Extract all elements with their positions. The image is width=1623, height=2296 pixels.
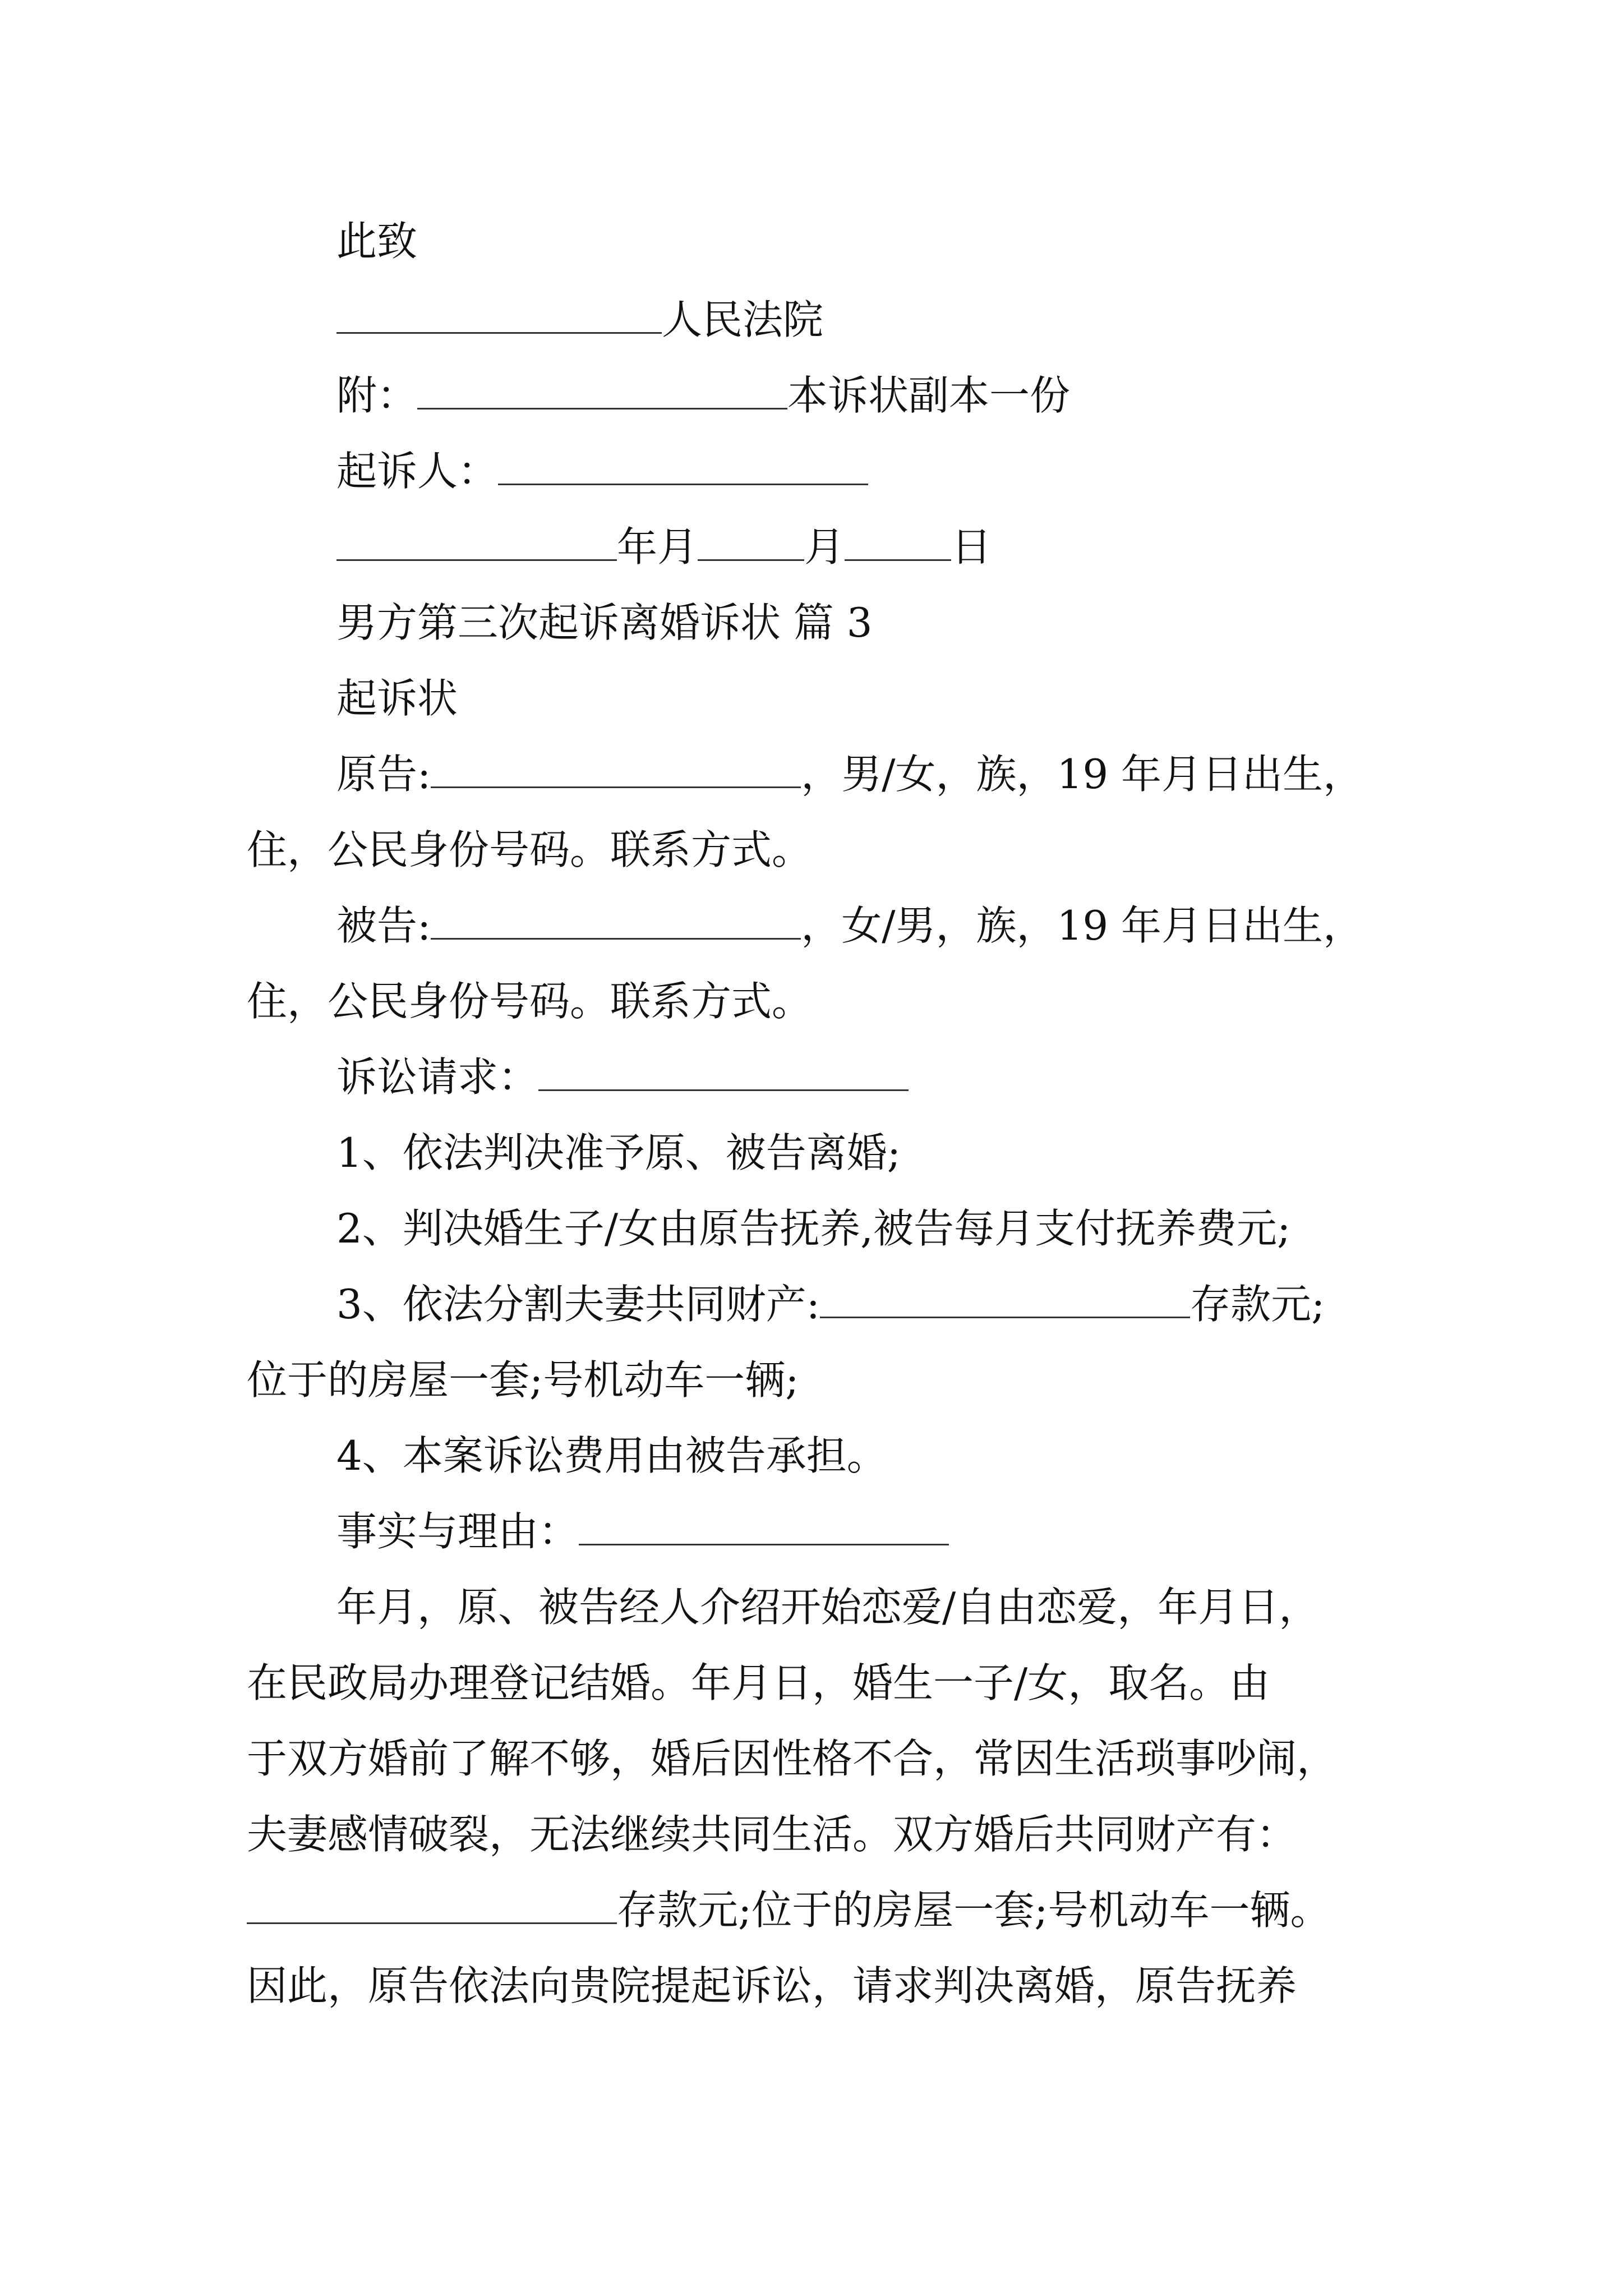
blank-facts: [579, 1507, 949, 1545]
blank-month: [698, 522, 804, 561]
court-line: [336, 292, 823, 348]
blank-plaintiff: [431, 749, 801, 788]
defendant-details: ，女/男，族，19 年月日出生，: [801, 902, 1364, 949]
facts-heading: [336, 1503, 949, 1559]
plaintiff-label: 原告:: [336, 751, 431, 798]
attachment-text: 本诉状副本一份: [787, 372, 1071, 419]
plaintiff-sign-line: [336, 443, 868, 499]
date-day-label: 日: [951, 523, 992, 570]
facts-para-line-3: [247, 1731, 1337, 1787]
claim-item-3-cont-text: 位于的房屋一套;号机动车一辆;: [247, 1356, 799, 1404]
facts-text-4: 夫妻感情破裂，无法继续共同生活。双方婚后共同财产有：: [247, 1811, 1297, 1858]
claim-item-3: [336, 1276, 1325, 1332]
plaintiff-sign-label: 起诉人：: [336, 448, 499, 495]
facts-text-2: 在民政局办理登记结婚。年月日，婚生一子/女，取名。由: [247, 1659, 1270, 1706]
document-title-text: 起诉状: [336, 675, 458, 722]
defendant-line: [336, 898, 1363, 954]
plaintiff-details-cont: 住，公民身份号码。联系方式。: [247, 826, 813, 873]
facts-para-line-2: [247, 1655, 1270, 1711]
plaintiff-details: ，男/女，族，19 年月日出生，: [801, 751, 1364, 798]
claim-item-4-text: 4、本案诉讼费用由被告承担。: [336, 1432, 887, 1479]
facts-heading-text: 事实与理由：: [336, 1508, 579, 1555]
court-label: 人民法院: [662, 296, 824, 343]
claims-heading: [336, 1049, 909, 1105]
facts-text-5: 存款元;位于的房屋一套;号机动车一辆。: [617, 1887, 1331, 1934]
attachment-label: 附：: [336, 372, 418, 419]
facts-text-1: 年月，原、被告经人介绍开始恋爱/自由恋爱，年月日，: [336, 1584, 1320, 1631]
facts-para-line-5: [247, 1882, 1331, 1938]
salutation: [336, 213, 417, 269]
defendant-label: 被告:: [336, 902, 431, 949]
date-line: [336, 519, 992, 575]
attachment-line: [336, 367, 1070, 424]
blank-attachment: [417, 371, 787, 409]
blank-court-name: [336, 295, 662, 334]
section-heading: [336, 595, 873, 651]
blank-year: [336, 522, 617, 561]
facts-para-line-1: [336, 1579, 1319, 1635]
blank-claims: [538, 1052, 909, 1091]
blank-plaintiff-sign: [498, 447, 868, 485]
blank-joint-property: [247, 1885, 617, 1924]
claim-item-1: [336, 1125, 901, 1181]
facts-para-line-4: [247, 1806, 1297, 1862]
claim-item-2-text: 2、判决婚生子/女由原告抚养,被告每月支付抚养费元;: [336, 1205, 1291, 1252]
salutation-text: 此致: [336, 218, 418, 265]
blank-defendant: [431, 901, 801, 940]
defendant-details-cont: 住，公民身份号码。联系方式。: [247, 978, 813, 1025]
claim-item-3-deposit: 存款元;: [1190, 1281, 1325, 1328]
claims-heading-text: 诉讼请求：: [336, 1053, 539, 1101]
facts-para-line-6: [247, 1958, 1297, 2014]
facts-text-6: 因此，原告依法向贵院提起诉讼，请求判决离婚，原告抚养: [247, 1962, 1297, 2009]
claim-item-2: [336, 1200, 1290, 1257]
section-heading-text: 男方第三次起诉离婚诉状 篇 3: [336, 599, 873, 646]
claim-item-3-cont: [247, 1352, 799, 1408]
date-month-label: 月: [804, 523, 845, 570]
claim-item-1-text: 1、依法判决准予原、被告离婚;: [336, 1129, 901, 1176]
blank-day: [845, 522, 951, 561]
claim-item-3-text: 3、依法分割夫妻共同财产:: [336, 1281, 820, 1328]
date-year-label: 年月: [617, 523, 698, 570]
defendant-line-cont: [247, 973, 812, 1029]
claim-item-4: [336, 1428, 887, 1484]
facts-text-3: 于双方婚前了解不够，婚后因性格不合，常因生活琐事吵闹，: [247, 1735, 1338, 1782]
plaintiff-line-cont: [247, 822, 812, 878]
document-title: [336, 670, 458, 726]
plaintiff-line: [336, 746, 1363, 802]
blank-property: [820, 1280, 1190, 1318]
